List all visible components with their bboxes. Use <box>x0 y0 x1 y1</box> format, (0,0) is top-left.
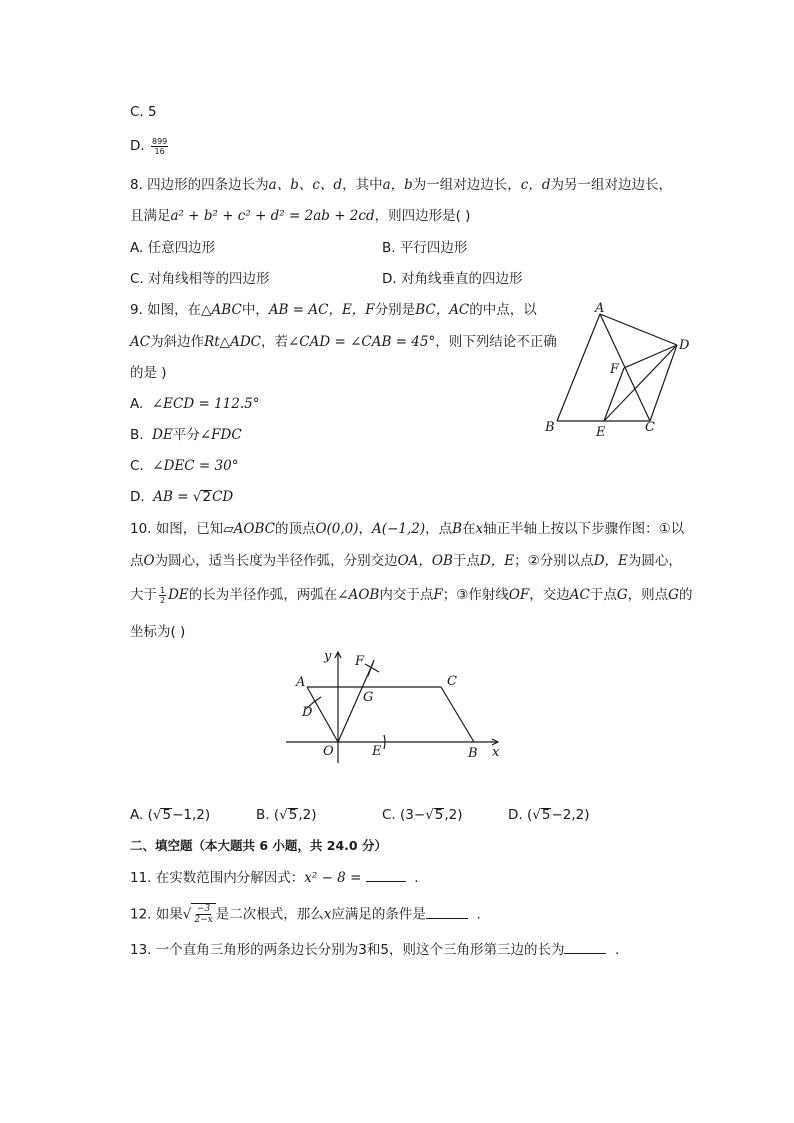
q9-stem-line2: AC为斜边作Rt△ADC，若∠CAD = ∠CAB = 45°，则下列结论不正确 <box>130 334 557 350</box>
q8-stem-line2: 且满足a² + b² + c² + d² = 2ab + 2cd，则四边形是( ) <box>130 208 471 224</box>
label-O: O <box>323 744 334 759</box>
q10-option-a: A. (√5−1,2) <box>130 807 211 823</box>
q12: 12. 如果√ $\frac{-3}{2-x}$ 是二次根式，那么x应满足的条件是 . <box>130 904 481 925</box>
label-C: C <box>645 420 655 435</box>
q8-option-d: D. 对角线垂直的四边形 <box>382 271 523 287</box>
segment-cb <box>441 687 474 742</box>
q9-figure <box>540 295 700 440</box>
label-F: F <box>610 362 620 377</box>
q10-stem-line3: 大于 $\frac{1}{2}$ DE的长为半径作弧，两弧在∠AOB内交于点F；③作射线OF，交边AC于点G，则点G的 <box>130 585 693 605</box>
q10-stem-line1: 10. 如图，已知▱AOBC的顶点O(0,0)，A(−1,2)，点B在x轴正半轴上按以下步骤作图：①以 <box>130 521 685 537</box>
q7-option-c: C. 5 <box>130 104 157 120</box>
section-heading-fill-in: 二、填空题（本大题共 6 小题，共 24.0 分） <box>130 838 387 853</box>
segment-ad <box>600 314 677 345</box>
q9-stem-line3: 的是 ) <box>130 365 167 381</box>
label-D: D <box>679 338 690 353</box>
fraction-radicand: $\frac{-3}{2-x}$ <box>194 904 213 925</box>
q10-stem-line2: 点O为圆心，适当长度为半径作弧，分别交边OA，OB于点D，E；②分别以点D，E为圆心， <box>130 553 682 569</box>
label-E: E <box>372 744 382 759</box>
label-y: y <box>324 649 332 664</box>
q8-option-a: A. 任意四边形 <box>130 240 216 256</box>
fraction-half: $\frac{1}{2}$ <box>160 585 166 605</box>
q10-option-c: C. (3−√5,2) <box>382 807 463 823</box>
q8-option-c: C. 对角线相等的四边形 <box>130 271 270 287</box>
answer-blank[interactable] <box>366 881 406 882</box>
q10-stem-line4: 坐标为( ) <box>130 624 186 640</box>
q8-stem-line1: 8. 四边形的四条边长为a、b、c、d，其中a，b为一组对边边长，c，d为另一组对边边长， <box>130 177 672 193</box>
q10-figure <box>280 645 510 765</box>
q10-option-b: B. (√5,2) <box>256 807 317 823</box>
q9-option-c: C. ∠DEC = 30° <box>130 458 239 474</box>
label-C: C <box>447 674 457 689</box>
q10-option-d: D. (√5−2,2) <box>508 807 590 823</box>
q11: 11. 在实数范围内分解因式：x² − 8 = . <box>130 870 419 886</box>
answer-blank[interactable] <box>564 953 606 954</box>
label-x: x <box>492 745 500 760</box>
fraction: $\frac{899}{16}$ <box>151 136 168 156</box>
q9-stem-line1: 9. 如图，在△ABC中，AB = AC，E，F分别是BC，AC的中点，以 <box>130 302 537 318</box>
answer-blank[interactable] <box>426 918 468 919</box>
label-F: F <box>355 654 365 669</box>
segment-de <box>604 345 677 421</box>
label-B: B <box>468 746 478 761</box>
q9-option-d: D. AB = √2CD <box>130 489 234 505</box>
segment-df <box>624 345 677 368</box>
label-B: B <box>545 420 555 435</box>
segment-ab <box>557 314 600 421</box>
label-G: G <box>363 690 374 705</box>
label-A: A <box>296 675 306 690</box>
q9-option-a: A. ∠ECD = 112.5° <box>130 396 260 412</box>
segment-dc <box>650 345 677 421</box>
label-A: A <box>595 301 605 316</box>
q13: 13. 一个直角三角形的两条边长分别为3和5，则这个三角形第三边的长为 . <box>130 942 620 958</box>
label-D: D <box>302 705 313 720</box>
label-E: E <box>596 425 606 440</box>
q7-option-d: D. $\frac{899}{16}$ <box>130 136 168 156</box>
q8-option-b: B. 平行四边形 <box>382 240 468 256</box>
q9-option-b: B. DE平分∠FDC <box>130 427 242 443</box>
